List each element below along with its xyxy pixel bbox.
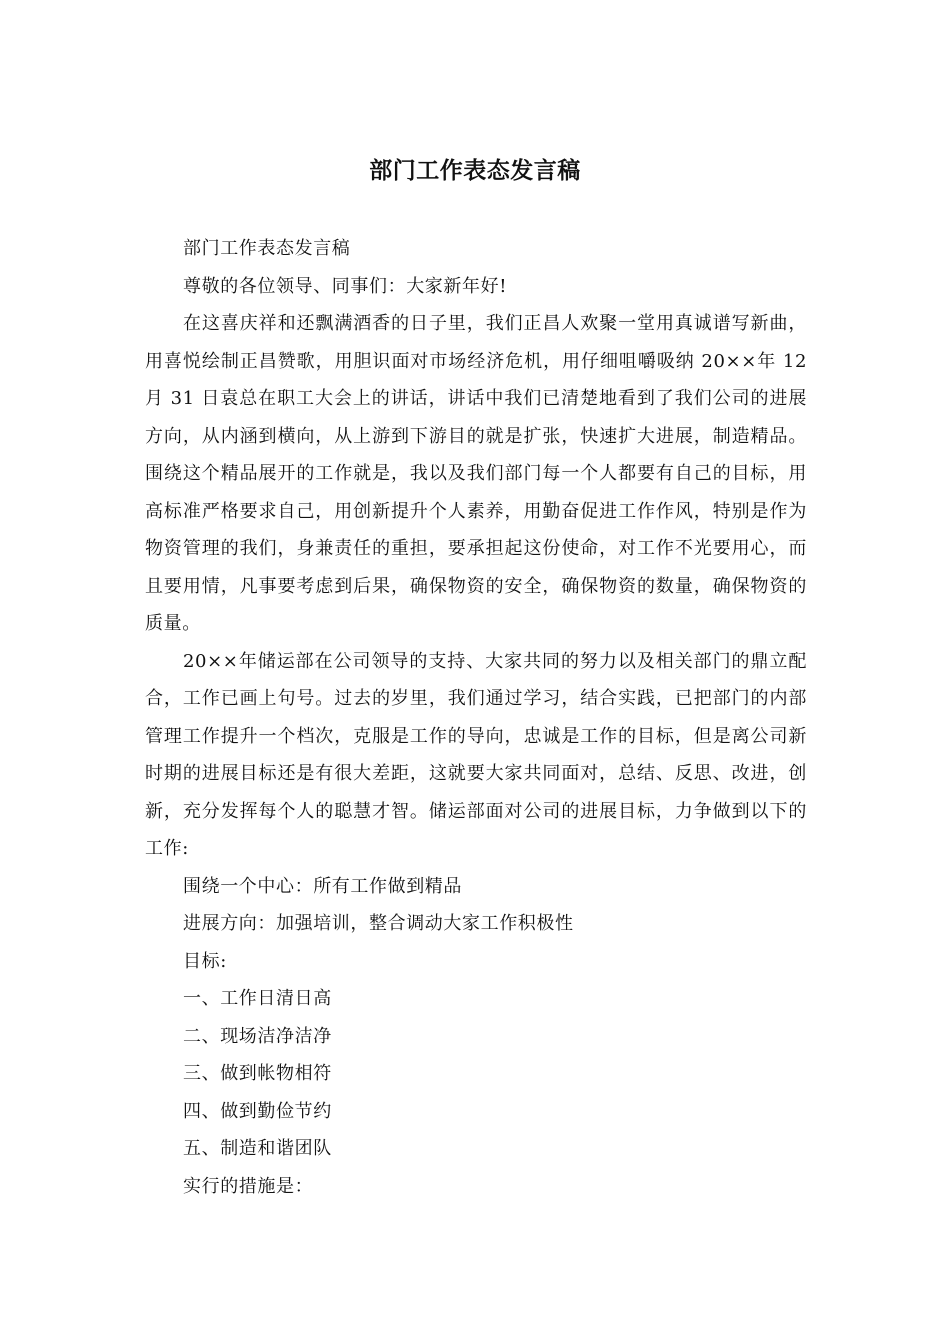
list-item: 二、现场洁净洁净	[183, 1025, 332, 1047]
list-item: 一、工作日清日高	[183, 988, 332, 1009]
list-item: 五、制造和谐团队	[183, 1138, 332, 1159]
document-title: 部门工作表态发言稿	[369, 158, 581, 184]
document-body	[145, 230, 807, 1205]
paragraph: 进展方向：加强培训，整合调动大家工作积极性	[183, 913, 574, 934]
list-item: 四、做到勤俭节约	[183, 1100, 332, 1122]
paragraph: 实行的措施是：	[183, 1175, 314, 1197]
paragraph: 20××年储运部在公司领导的支持、大家共同的努力以及相关部门的鼎立配合，工作已画上句号。过去的岁里，我们通过学习，结合实践，已把部门的内部管理工作提升一个档次，克服是工作的导向，忠诚是工作的目标，但是离公司新时期的进展目标还是有很大差距，这就要大家共同面对，总结、反思、改进，创新，充分发挥每个人的聪慧才智。储运部面对公司的进展目标，力争做到以下的工作:	[145, 650, 807, 859]
paragraph: 部门工作表态发言稿	[183, 238, 351, 259]
paragraph: 围绕一个中心：所有工作做到精品	[183, 875, 462, 897]
list-item: 三、做到帐物相符	[183, 1063, 332, 1084]
paragraph: 在这喜庆祥和还飘满酒香的日子里，我们正昌人欢聚一堂用真诚谱写新曲，用喜悦绘制正昌赞歌，用胆识面对市场经济危机，用仔细咀嚼吸纳 20××年 12 月 31 日袁总在职工大会上的讲话，讲话中我们已清楚地看到了我们公司的进展方向，从内涵到横向，从上游到下游目的就是扩张，快速扩大进展，制造精品。围绕这个精品展开的工作就是，我以及我们部门每一个人都要有自己的目标，用高标准严格要求自己，用创新提升个人素养，用勤奋促进工作作风，特别是作为物资管理的我们，身兼责任的重担，要承担起这份使命，对工作不光要用心，而且要用情，凡事要考虑到后果，确保物资的安全，确保物资的数量，确保物资的质量。	[145, 313, 807, 634]
paragraph: 尊敬的各位领导、同事们：大家新年好!	[183, 275, 508, 297]
paragraph: 目标:	[183, 950, 227, 972]
